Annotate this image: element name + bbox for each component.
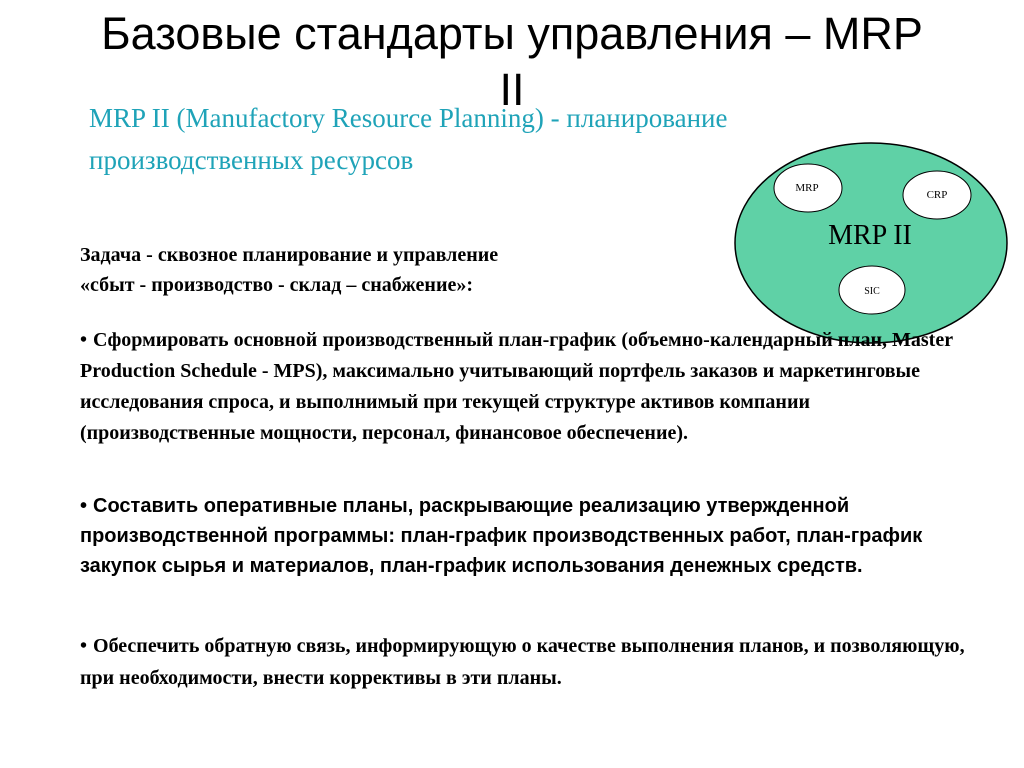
bullet-item-operational-plans	[80, 491, 980, 581]
mrp-ii-diagram	[730, 140, 1012, 346]
bullet-item-feedback	[80, 630, 980, 694]
bullet-text: Обеспечить обратную связь, информирующую о качестве выполнения планов, и позволяющую, при необходимости, внести коррективы в эти планы.	[80, 635, 965, 689]
bullet-item-mps	[80, 325, 980, 449]
bullet-text: Сформировать основной производственный план-график (объемно-календарный план, Master Production Schedule - MPS), максимально учитывающий портфель заказов и маркетинговые исследования спроса, и выполнимый при текущей структуре активов компании (производственные мощности, персонал, финансовое обеспечение).	[80, 329, 953, 444]
title-line-2: II	[499, 64, 525, 115]
bullet-marker: •	[80, 329, 88, 351]
crp-node-label: CRP	[926, 189, 948, 201]
title-line-1: Базовые стандарты управления – MRP	[101, 8, 923, 59]
task-line-2: «сбыт - производство - склад – снабжение»:	[80, 274, 473, 296]
mrp-node-label: MRP	[795, 182, 819, 194]
task-heading	[80, 240, 720, 300]
bullet-marker: •	[80, 635, 88, 657]
bullet-text: Составить оперативные планы, раскрывающие реализацию утвержденной производственной программы: план-график производственных работ, план-график закупок сырья и материалов, план-график использования денежных средств.	[80, 495, 923, 577]
sic-node-label: SIC	[864, 286, 880, 297]
bullet-marker: •	[80, 495, 88, 517]
task-line-1: Задача - сквозное планирование и управление	[80, 244, 499, 266]
mrp-ii-label: MRP II	[828, 220, 912, 251]
subtitle: MRP II (Manufactory Resource Planning) - планирование производственных ресурсов	[89, 103, 728, 175]
